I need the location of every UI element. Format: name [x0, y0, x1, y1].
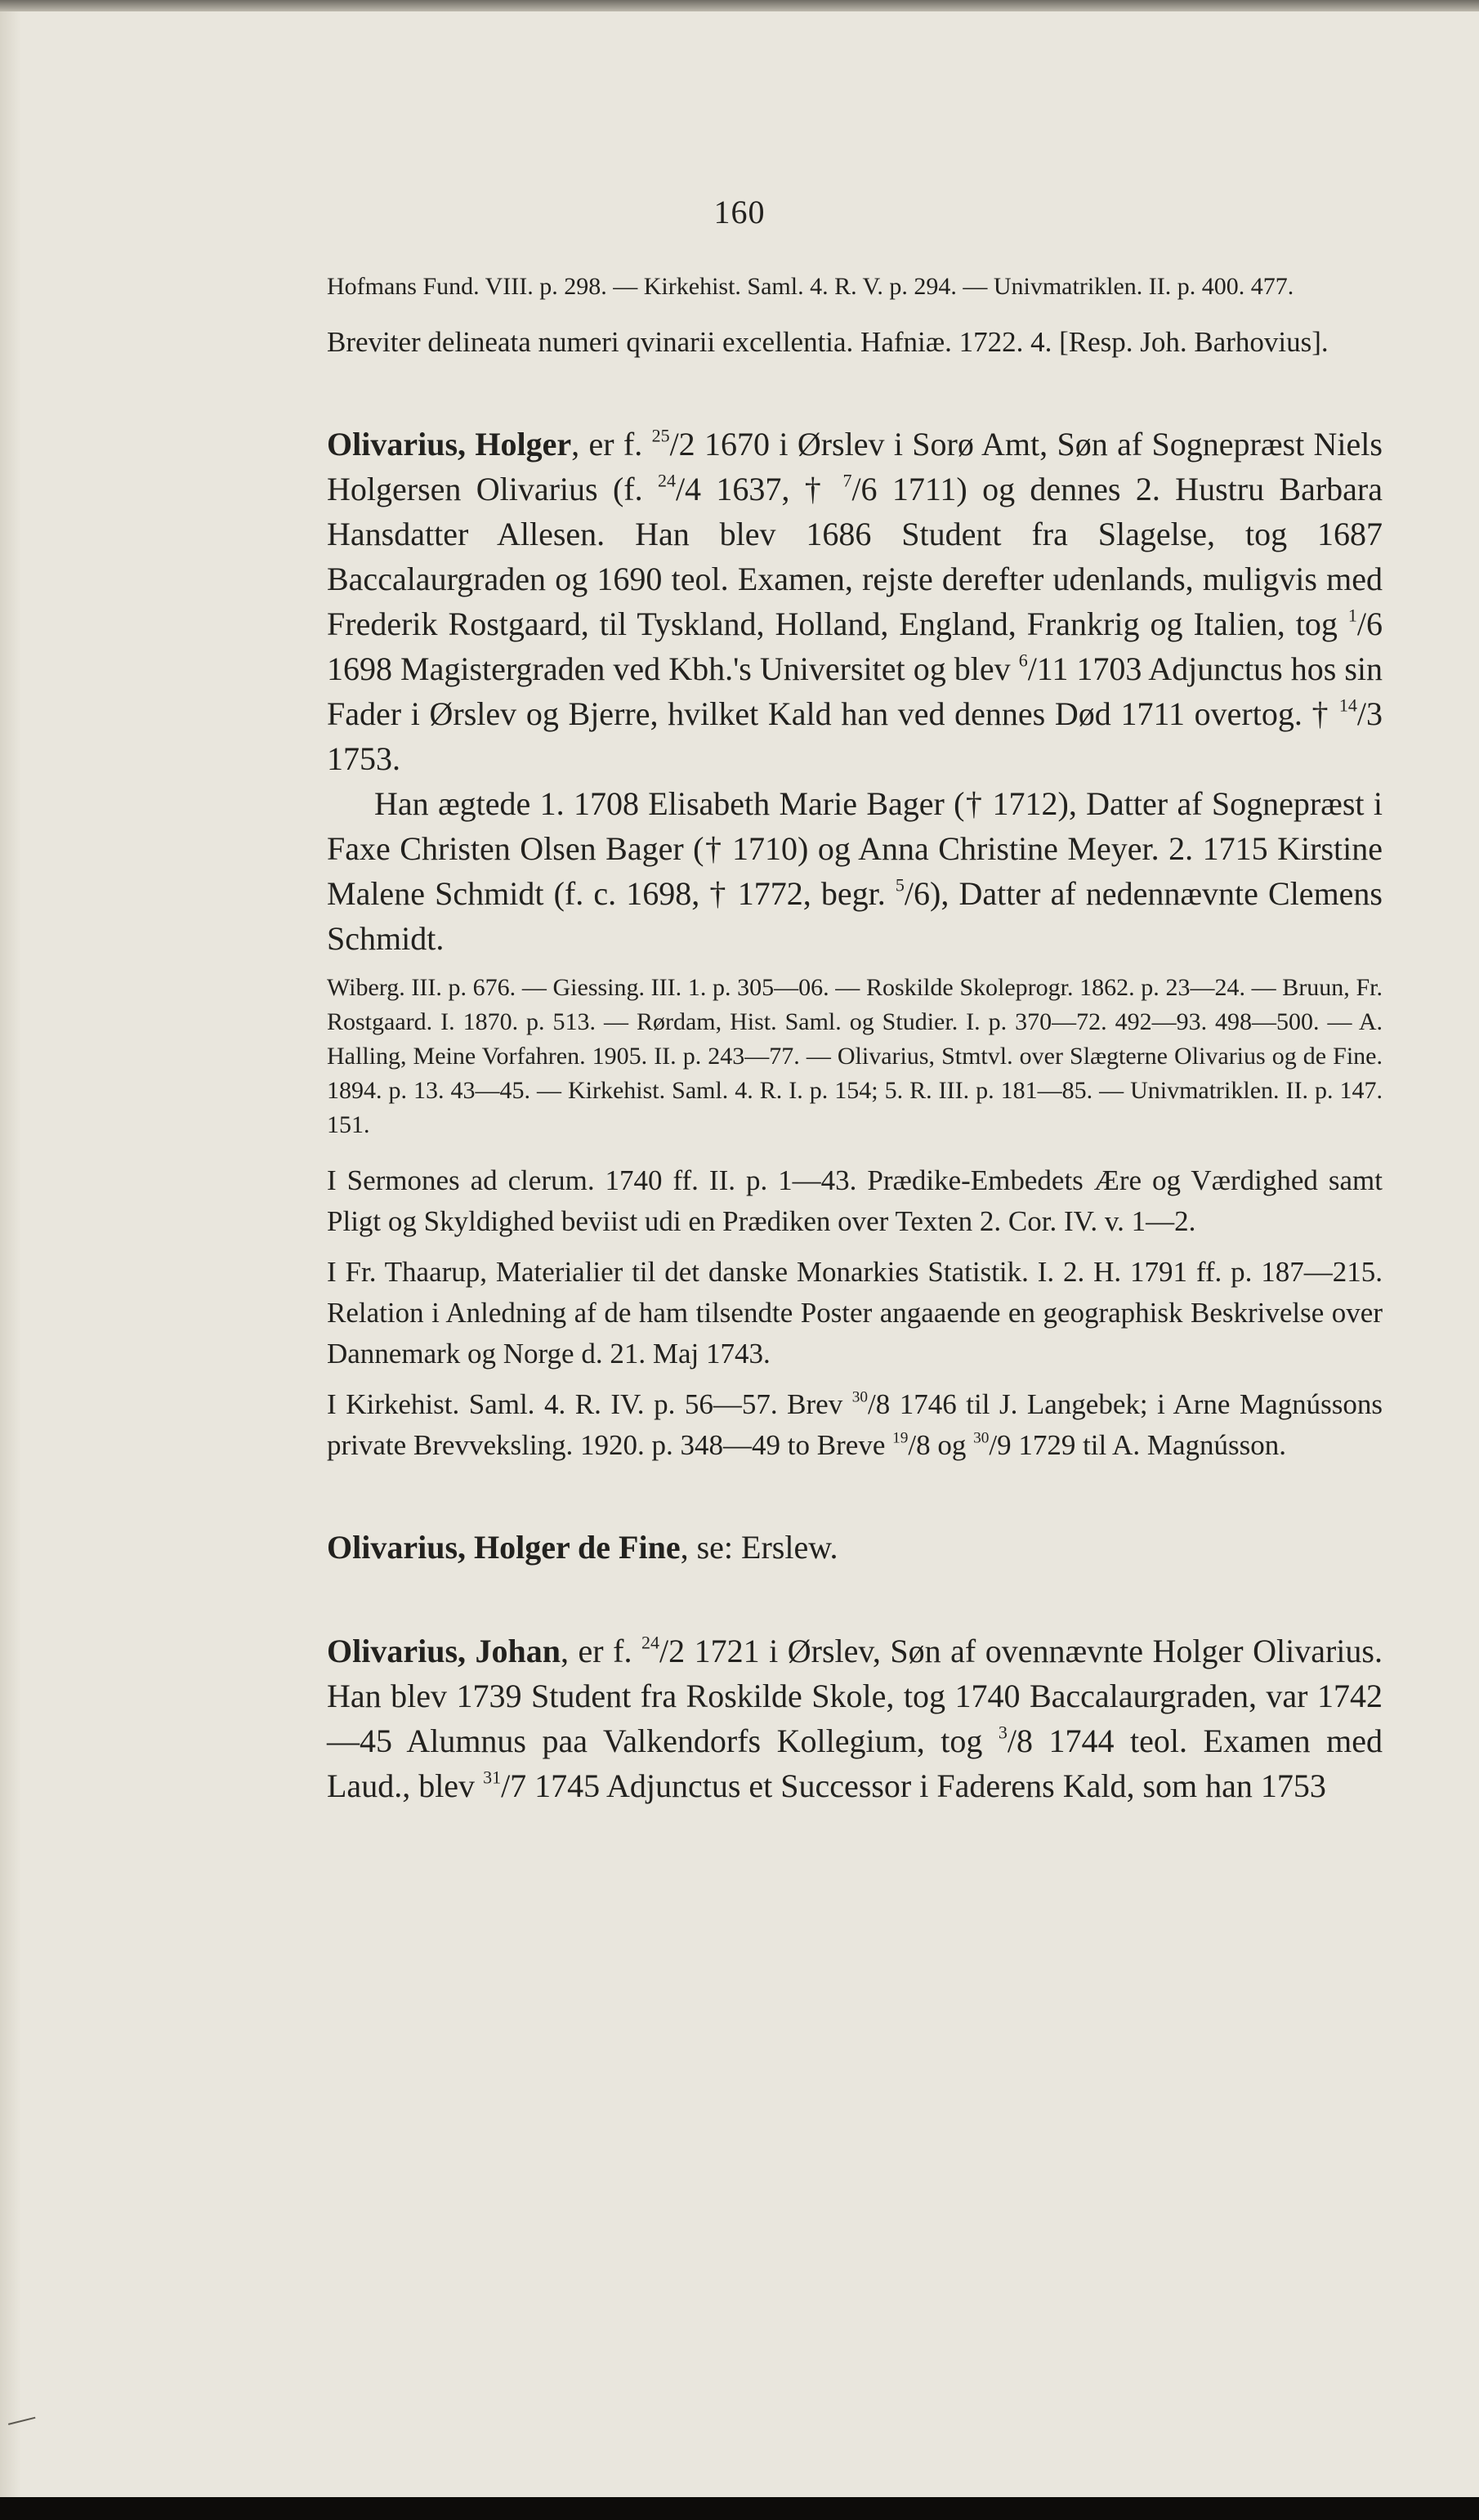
entry-holger-bio: Olivarius, Holger, er f. $^{25}$/2 1670 i Ørslev i Sorø Amt, Søn af Sognepræst Niels Holgersen Olivarius (f. $^{24}$/4 1637, † $^7$/6 1711) og dennes 2. Hustru Barbara Hansdatter Allesen. Han blev 1686 Student fra Slagelse, tog 1687 Baccalaurgraden og 1690 teol. Examen, rejste derefter udenlands, muligvis med Frederik Rostgaard, til Tyskland, Holland, England, Frankrig og Italien, tog $^1$/6 1698 Magistergraden ved Kbh.'s Universitet og blev $^6$/11 1703 Adjunctus hos sin Fader i Ørslev og Bjerre, hvilket Kald han ved dennes Død 1711 overtog. † $^{14}$/3 1753.	[327, 425, 1383, 777]
entry-holger-references: Wiberg. III. p. 676. — Giessing. III. 1. p. 305—06. — Roskilde Skoleprogr. 1862. p. 23—24. — Bruun, Fr. Rostgaard. I. 1870. p. 513. — Rørdam, Hist. Saml. og Studier. I. p. 370—72. 492—93. 498—500. — A. Halling, Meine Vorfahren. 1905. II. p. 243—77. — Olivarius, Stmtvl. over Slægterne Olivarius og de Fine. 1894. p. 13. 43—45. — Kirkehist. Saml. 4. R. I. p. 154; 5. R. III. p. 181—85. — Univmatriklen. II. p. 147. 151.	[327, 974, 1383, 1138]
entry-name-holger-de-fine: Olivarius, Holger de Fine	[327, 1529, 681, 1566]
page-content	[327, 270, 1383, 1808]
page-number: 160	[713, 194, 766, 230]
entry-name-johan: Olivarius, Johan	[327, 1633, 561, 1669]
top-work-entry: Breviter delineata numeri qvinarii excellentia. Hafniæ. 1722. 4. [Resp. Joh. Barhovius].	[327, 326, 1329, 358]
top-references: Hofmans Fund. VIII. p. 298. — Kirkehist. Saml. 4. R. V. p. 294. — Univmatriklen. II. p. 400. 477.	[327, 273, 1294, 300]
entry-name-holger: Olivarius, Holger	[327, 426, 572, 462]
entry-cross-reference: Olivarius, Holger de Fine, se: Erslew.	[327, 1529, 838, 1566]
page-gutter-shadow	[0, 11, 21, 2497]
scan-top-edge	[0, 0, 1479, 11]
entry-holger-work-3: I Kirkehist. Saml. 4. R. IV. p. 56—57. Brev $^{30}$/8 1746 til J. Langebek; i Arne Magnússons private Brevveksling. 1920. p. 348—49 to Breve $^{19}$/8 og $^{30}$/9 1729 til A. Magnússon.	[327, 1388, 1383, 1461]
entry-holger-work-2: I Fr. Thaarup, Materialier til det danske Monarkies Statistik. I. 2. H. 1791 ff. p. 187—215. Relation i Anledning af de ham tilsendte Poster angaaende en geographisk Beskrivelse over Dannemark og Norge d. 21. Maj 1743.	[327, 1256, 1383, 1369]
entry-holger-work-1: I Sermones ad clerum. 1740 ff. II. p. 1—43. Prædike-Embedets Ære og Værdighed samt Pligt og Skyldighed beviist udi en Prædiken over Texten 2. Cor. IV. v. 1—2.	[327, 1164, 1383, 1237]
scan-bottom-edge	[0, 2497, 1479, 2520]
entry-holger-marriage: Han ægtede 1. 1708 Elisabeth Marie Bager († 1712), Datter af Sognepræst i Faxe Christen Olsen Bager († 1710) og Anna Christine Meyer. 2. 1715 Kirstine Malene Schmidt (f. c. 1698, † 1772, begr. $^5$/6), Datter af nedennævnte Clemens Schmidt.	[327, 785, 1383, 957]
entry-johan-bio: Olivarius, Johan, er f. $^{24}$/2 1721 i Ørslev, Søn af ovennævnte Holger Olivarius. Han blev 1739 Student fra Roskilde Skole, tog 1740 Baccalaurgraden, var 1742—45 Alumnus paa Valkendorfs Kollegium, tog $^3$/8 1744 teol. Examen med Laud., blev $^{31}$/7 1745 Adjunctus et Successor i Faderens Kald, som han 1753	[327, 1632, 1383, 1804]
